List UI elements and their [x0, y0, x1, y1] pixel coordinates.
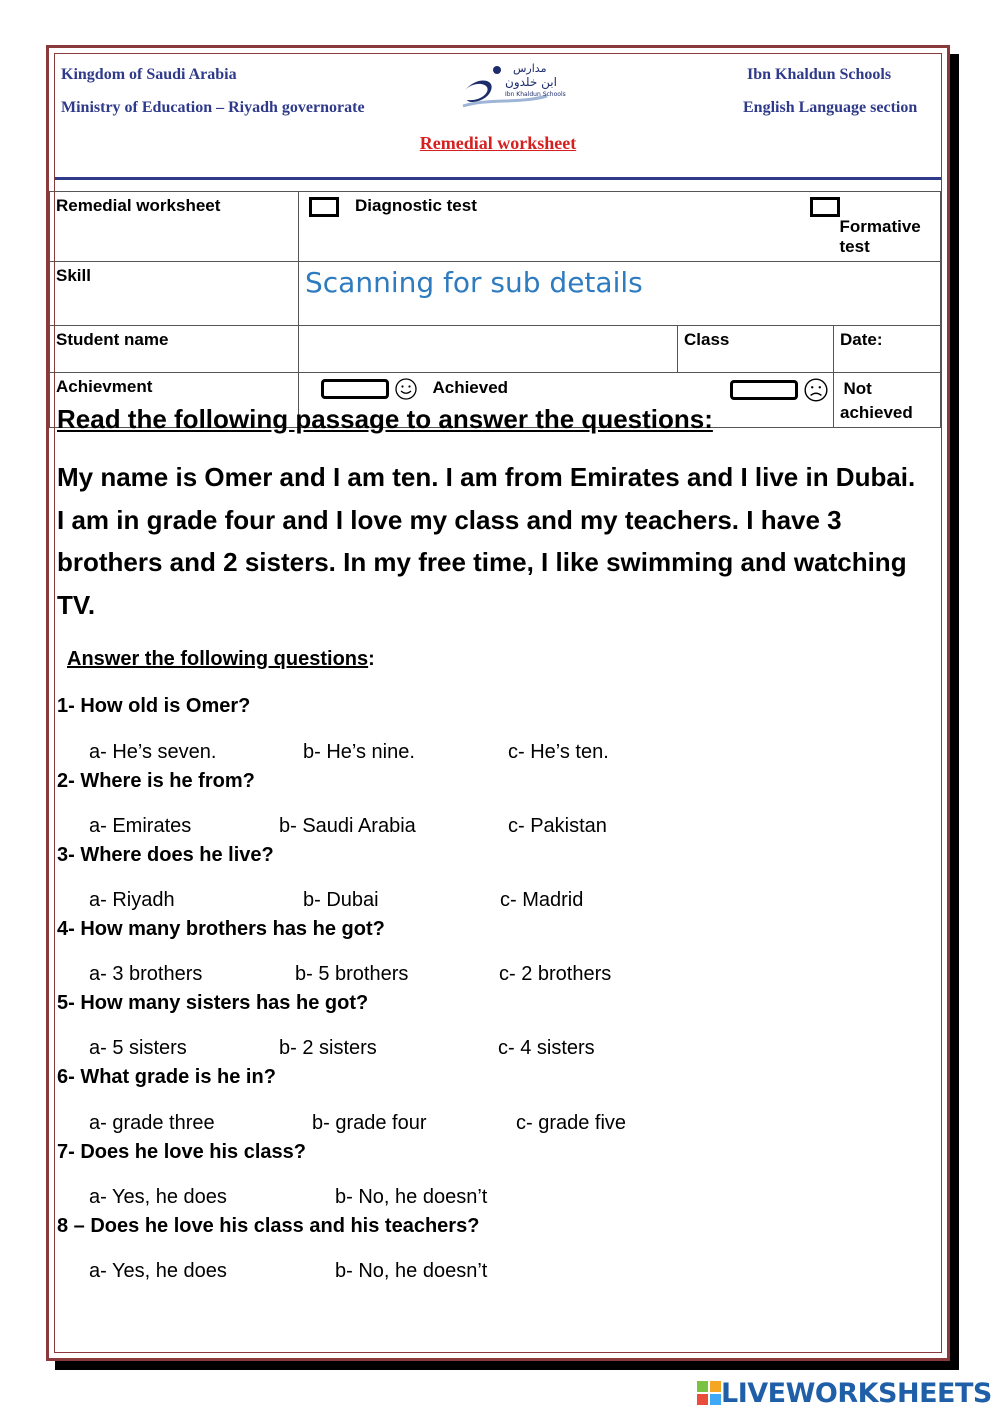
- q3-option-c[interactable]: c- Madrid: [500, 889, 584, 911]
- sad-face-icon: [803, 377, 829, 403]
- diagnostic-checkbox[interactable]: [309, 197, 339, 217]
- smiley-face-icon: [394, 377, 418, 401]
- not-achieved-checkbox[interactable]: [730, 380, 798, 400]
- instruction-heading: Read the following passage to answer the questions:: [57, 404, 713, 434]
- not-achieved-label: Not achieved: [840, 379, 913, 422]
- question-2: 2- Where is he from?: [57, 770, 255, 792]
- q5-option-a[interactable]: a- 5 sisters: [89, 1037, 187, 1059]
- question-7: 7- Does he love his class?: [57, 1141, 306, 1163]
- type-formative-label: Formative test: [839, 216, 921, 256]
- q6-option-a[interactable]: a- grade three: [89, 1112, 215, 1134]
- date-cell: [834, 325, 941, 372]
- q2-option-a[interactable]: a- Emirates: [89, 815, 192, 837]
- question-4: 4- How many brothers has he got?: [57, 918, 385, 940]
- reading-passage: My name is Omer and I am ten. I am from Emirates and I live in Dubai. I am in grade four and I love my class and my teachers. I have 3 brothers and 2 sisters. In my free time, I like swimming and watching TV.: [57, 462, 916, 620]
- achieved-label: Achieved: [432, 378, 509, 397]
- q8-option-a[interactable]: a- Yes, he does: [89, 1260, 227, 1282]
- q4-option-a[interactable]: a- 3 brothers: [89, 963, 203, 985]
- worksheet-title: Remedial worksheet: [419, 133, 577, 153]
- q2-option-c[interactable]: c- Pakistan: [508, 815, 607, 837]
- q1-option-b[interactable]: b- He’s nine.: [303, 741, 415, 763]
- skill-value: Scanning for sub details: [305, 265, 643, 299]
- q5-option-c[interactable]: c- 4 sisters: [498, 1037, 595, 1059]
- achieved-checkbox[interactable]: [321, 379, 389, 399]
- answer-heading: Answer the following questions:: [67, 648, 375, 670]
- svg-text:ابن خلدون: ابن خلدون: [505, 75, 557, 89]
- q1-option-c[interactable]: c- He’s ten.: [508, 741, 609, 763]
- not-achieved-cell: [834, 372, 941, 427]
- header-divider: [55, 177, 941, 180]
- type-remedial-cell: [50, 192, 299, 262]
- header-right-line1: Ibn Khaldun Schools: [747, 66, 892, 83]
- svg-text:مدارس: مدارس: [513, 62, 547, 75]
- q2-option-b[interactable]: b- Saudi Arabia: [279, 815, 416, 837]
- type-diagnostic-cell: [299, 192, 834, 262]
- student-label-cell: [50, 325, 299, 372]
- type-formative-cell: [834, 192, 941, 262]
- date-label: Date:: [840, 329, 883, 349]
- q1-option-a[interactable]: a- He’s seven.: [89, 741, 217, 763]
- q7-option-b[interactable]: b- No, he doesn’t: [335, 1186, 488, 1208]
- student-name-label: Student name: [56, 329, 169, 349]
- q4-option-c[interactable]: c- 2 brothers: [499, 963, 612, 985]
- class-cell: [678, 325, 834, 372]
- skill-label-cell: [50, 261, 299, 325]
- liveworksheets-brand: LIVEWORKSHEETS: [721, 1377, 992, 1409]
- type-remedial-label: Remedial worksheet: [56, 196, 221, 215]
- svg-text:Ibn Khaldun Schools: Ibn Khaldun Schools: [505, 91, 566, 98]
- question-8: 8 – Does he love his class and his teachers?: [57, 1215, 480, 1237]
- skill-value-cell: [299, 261, 941, 325]
- school-logo: [459, 60, 566, 112]
- question-5: 5- How many sisters has he got?: [57, 992, 369, 1014]
- type-diagnostic-label: Diagnostic test: [355, 196, 477, 215]
- q7-option-a[interactable]: a- Yes, he does: [89, 1186, 227, 1208]
- worksheet-frame: [46, 45, 950, 1361]
- liveworksheets-footer[interactable]: [697, 1378, 992, 1408]
- q6-option-c[interactable]: c- grade five: [516, 1112, 627, 1134]
- achievement-label: Achievment: [56, 376, 153, 396]
- liveworksheets-logo-icon: [697, 1381, 721, 1405]
- formative-checkbox[interactable]: [810, 197, 840, 217]
- header-left-line1: Kingdom of Saudi Arabia: [61, 66, 237, 83]
- skill-label: Skill: [56, 265, 91, 285]
- q3-option-a[interactable]: a- Riyadh: [89, 889, 175, 911]
- q5-option-b[interactable]: b- 2 sisters: [279, 1037, 377, 1059]
- q6-option-b[interactable]: b- grade four: [312, 1112, 427, 1134]
- student-name-field[interactable]: [299, 325, 678, 372]
- q4-option-b[interactable]: b- 5 brothers: [295, 963, 409, 985]
- question-6: 6- What grade is he in?: [57, 1066, 276, 1088]
- question-3: 3- Where does he live?: [57, 844, 274, 866]
- question-1: 1- How old is Omer?: [57, 695, 251, 717]
- class-label: Class: [684, 329, 730, 349]
- q8-option-b[interactable]: b- No, he doesn’t: [335, 1260, 488, 1282]
- header-left-line2: Ministry of Education – Riyadh governorate: [61, 99, 365, 116]
- q3-option-b[interactable]: b- Dubai: [303, 889, 379, 911]
- header-right-line2: English Language section: [743, 99, 918, 116]
- info-table: [49, 191, 941, 428]
